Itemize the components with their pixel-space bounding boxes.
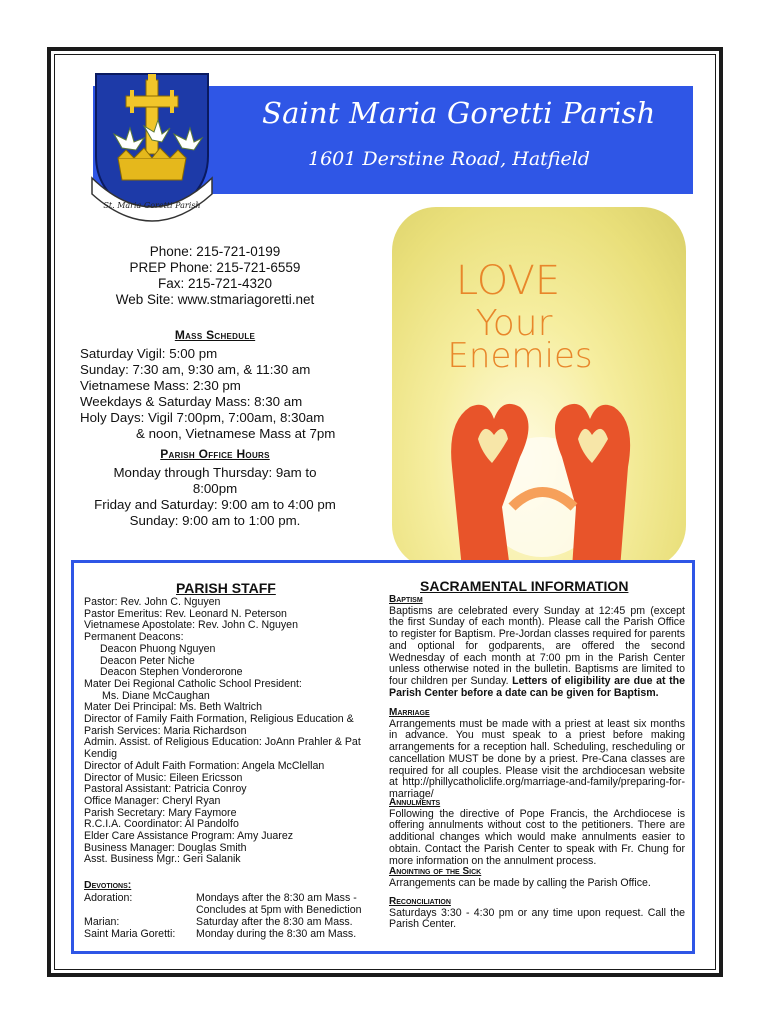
deacon-line: Deacon Stephen Vonderorone — [100, 666, 243, 679]
mass-line: Vietnamese Mass: 2:30 pm — [80, 378, 241, 393]
staff-line: Pastoral Assistant: Patricia Conroy — [84, 783, 247, 796]
devotion-label: Adoration: — [84, 892, 133, 904]
staff-line: Business Manager: Douglas Smith — [84, 841, 247, 854]
website[interactable]: Web Site: www.stmariagoretti.net — [115, 292, 315, 307]
marriage-section — [389, 707, 685, 801]
fax-number: Fax: 215-721-4320 — [157, 276, 273, 291]
devotion-label: Marian: — [84, 916, 120, 928]
mass-schedule-title: Mass Schedule — [174, 328, 256, 342]
staff-line: Pastor: Rev. John C. Nguyen — [84, 596, 221, 608]
staff-line: Office Manager: Cheryl Ryan — [84, 794, 221, 807]
svg-text:St. Maria Goretti Parish: St. Maria Goretti Parish — [103, 201, 201, 210]
enemies-text: Enemies — [447, 336, 593, 376]
staff-line: R.C.I.A. Coordinator: Al Pandolfo — [84, 818, 239, 831]
baptism-heading: Baptism — [389, 594, 423, 605]
reconciliation-section — [389, 896, 685, 931]
anointing-heading: Anointing of the Sick — [389, 866, 482, 877]
staff-line: Permanent Deacons: — [84, 631, 184, 644]
office-line: 8:00pm — [192, 481, 238, 496]
deacon-line: Deacon Phuong Nguyen — [100, 642, 216, 655]
staff-line: Director of Family Faith Formation, Religious Education & Parish Services: Maria Richardson — [84, 713, 354, 737]
parish-crest-icon — [82, 60, 222, 228]
prep-phone-number: PREP Phone: 215-721-6559 — [129, 260, 301, 275]
mass-line: Weekdays & Saturday Mass: 8:30 am — [80, 394, 303, 409]
mass-line: & noon, Vietnamese Mass at 7pm — [136, 426, 336, 441]
staff-line: Parish Secretary: Mary Faymore — [84, 806, 237, 819]
sacramental-title: SACRAMENTAL INFORMATION — [420, 578, 629, 594]
love-text: LOVE — [455, 258, 561, 304]
office-hours-title: Parish Office Hours — [160, 447, 270, 461]
reconciliation-text: Saturdays 3:30 - 4:30 pm or any time upon request. Call the Parish Center. — [389, 906, 685, 931]
parish-name: Saint Maria Goretti Parish — [262, 96, 656, 130]
office-line: Friday and Saturday: 9:00 am to 4:00 pm — [94, 497, 336, 512]
staff-line: Ms. Diane McCaughan — [102, 689, 210, 702]
your-text: Your — [475, 303, 553, 344]
annulments-section — [389, 797, 685, 867]
reconciliation-heading: Reconciliation — [389, 896, 451, 907]
staff-line: Vietnamese Apostolate: Rev. John C. Nguyen — [84, 619, 298, 632]
mass-schedule-list — [80, 346, 335, 442]
anointing-text: Arrangements can be made by calling the Parish Office. — [389, 876, 651, 889]
devotion-label: Saint Maria Goretti: — [84, 928, 176, 940]
mass-line: Saturday Vigil: 5:00 pm — [80, 346, 218, 361]
office-line: Monday through Thursday: 9am to — [113, 465, 317, 480]
staff-line: Admin. Assist. of Religious Education: JoAnn Prahler & Pat Kendig — [84, 736, 361, 761]
parish-address: 1601 Derstine Road, Hatfield — [308, 148, 590, 170]
devotion-value: Monday during the 8:30 am Mass. — [196, 928, 357, 940]
staff-line: Director of Adult Faith Formation: Angela McClellan — [84, 759, 325, 772]
staff-line: Mater Dei Principal: Ms. Beth Waltrich — [84, 701, 262, 714]
mass-line: Sunday: 7:30 am, 9:30 am, & 11:30 am — [80, 362, 311, 377]
marriage-heading: Marriage — [389, 707, 430, 718]
baptism-section — [389, 594, 685, 699]
staff-line: Director of Music: Eileen Ericsson — [84, 771, 243, 784]
staff-line: Elder Care Assistance Program: Amy Juarez — [84, 830, 294, 843]
mass-line: Holy Days: Vigil 7:00pm, 7:00am, 8:30am — [80, 410, 325, 425]
devotions-title: Devotions: — [84, 879, 132, 891]
baptism-eligibility: Letters of eligibility are due at the Parish Center before a date can be given for Baptism. — [389, 674, 685, 699]
marriage-text: Arrangements must be made with a priest at least six months in advance. You must speak to a priest before making arrangements for a reception hall. Scheduling, rescheduling or cancellation MUST be done by a priest. Pre-Cana classes are required for all couples. Please visit the archdiocesan website at http://phillycatholiclife.org/marriage-and-family/preparing-for-marriage/ — [389, 717, 685, 800]
contact-info — [70, 244, 360, 308]
staff-line: Pastor Emeritus: Rev. Leonard N. Peterson — [84, 607, 287, 620]
deacon-line: Deacon Peter Niche — [100, 654, 195, 667]
baptism-text: Baptisms are celebrated every Sunday at 12:45 pm (except the first Sunday of each month). Please call the Parish Office to register for Baptism. Pre-Jordan classes required for parents and optional for godparents, are offered the second Wednesday of each month at 7:00 pm in the Parish Center unless otherwise noted in the bulletin. Baptisms are limited to four children per Sunday. — [389, 604, 685, 687]
devotion-value: Mondays after the 8:30 am Mass - Concludes at 5pm with Benediction — [196, 892, 362, 916]
phone-number: Phone: 215-721-0199 — [149, 244, 281, 259]
staff-line: Mater Dei Regional Catholic School President: — [84, 677, 302, 690]
parish-staff-title: PARISH STAFF — [176, 580, 276, 596]
office-line: Sunday: 9:00 am to 1:00 pm. — [129, 513, 301, 528]
annulments-heading: Annulments — [389, 797, 441, 808]
staff-line: Asst. Business Mgr.: Geri Salanik — [84, 853, 241, 866]
annulments-text: Following the directive of Pope Francis, the Archdiocese is offering annulments without cost to the petitioners. There are additional changes which would make annulments easier to obtain. Contact the Parish Center to speak with Fr. Chung for more information on the annulment process. — [389, 807, 685, 867]
hands-heart-illustration — [392, 207, 686, 569]
devotion-value: Saturday after the 8:30 am Mass. — [196, 916, 353, 928]
love-your-enemies-image — [392, 207, 686, 569]
anointing-section — [389, 866, 685, 889]
office-hours-list — [70, 465, 360, 529]
parish-staff-list — [84, 597, 384, 866]
